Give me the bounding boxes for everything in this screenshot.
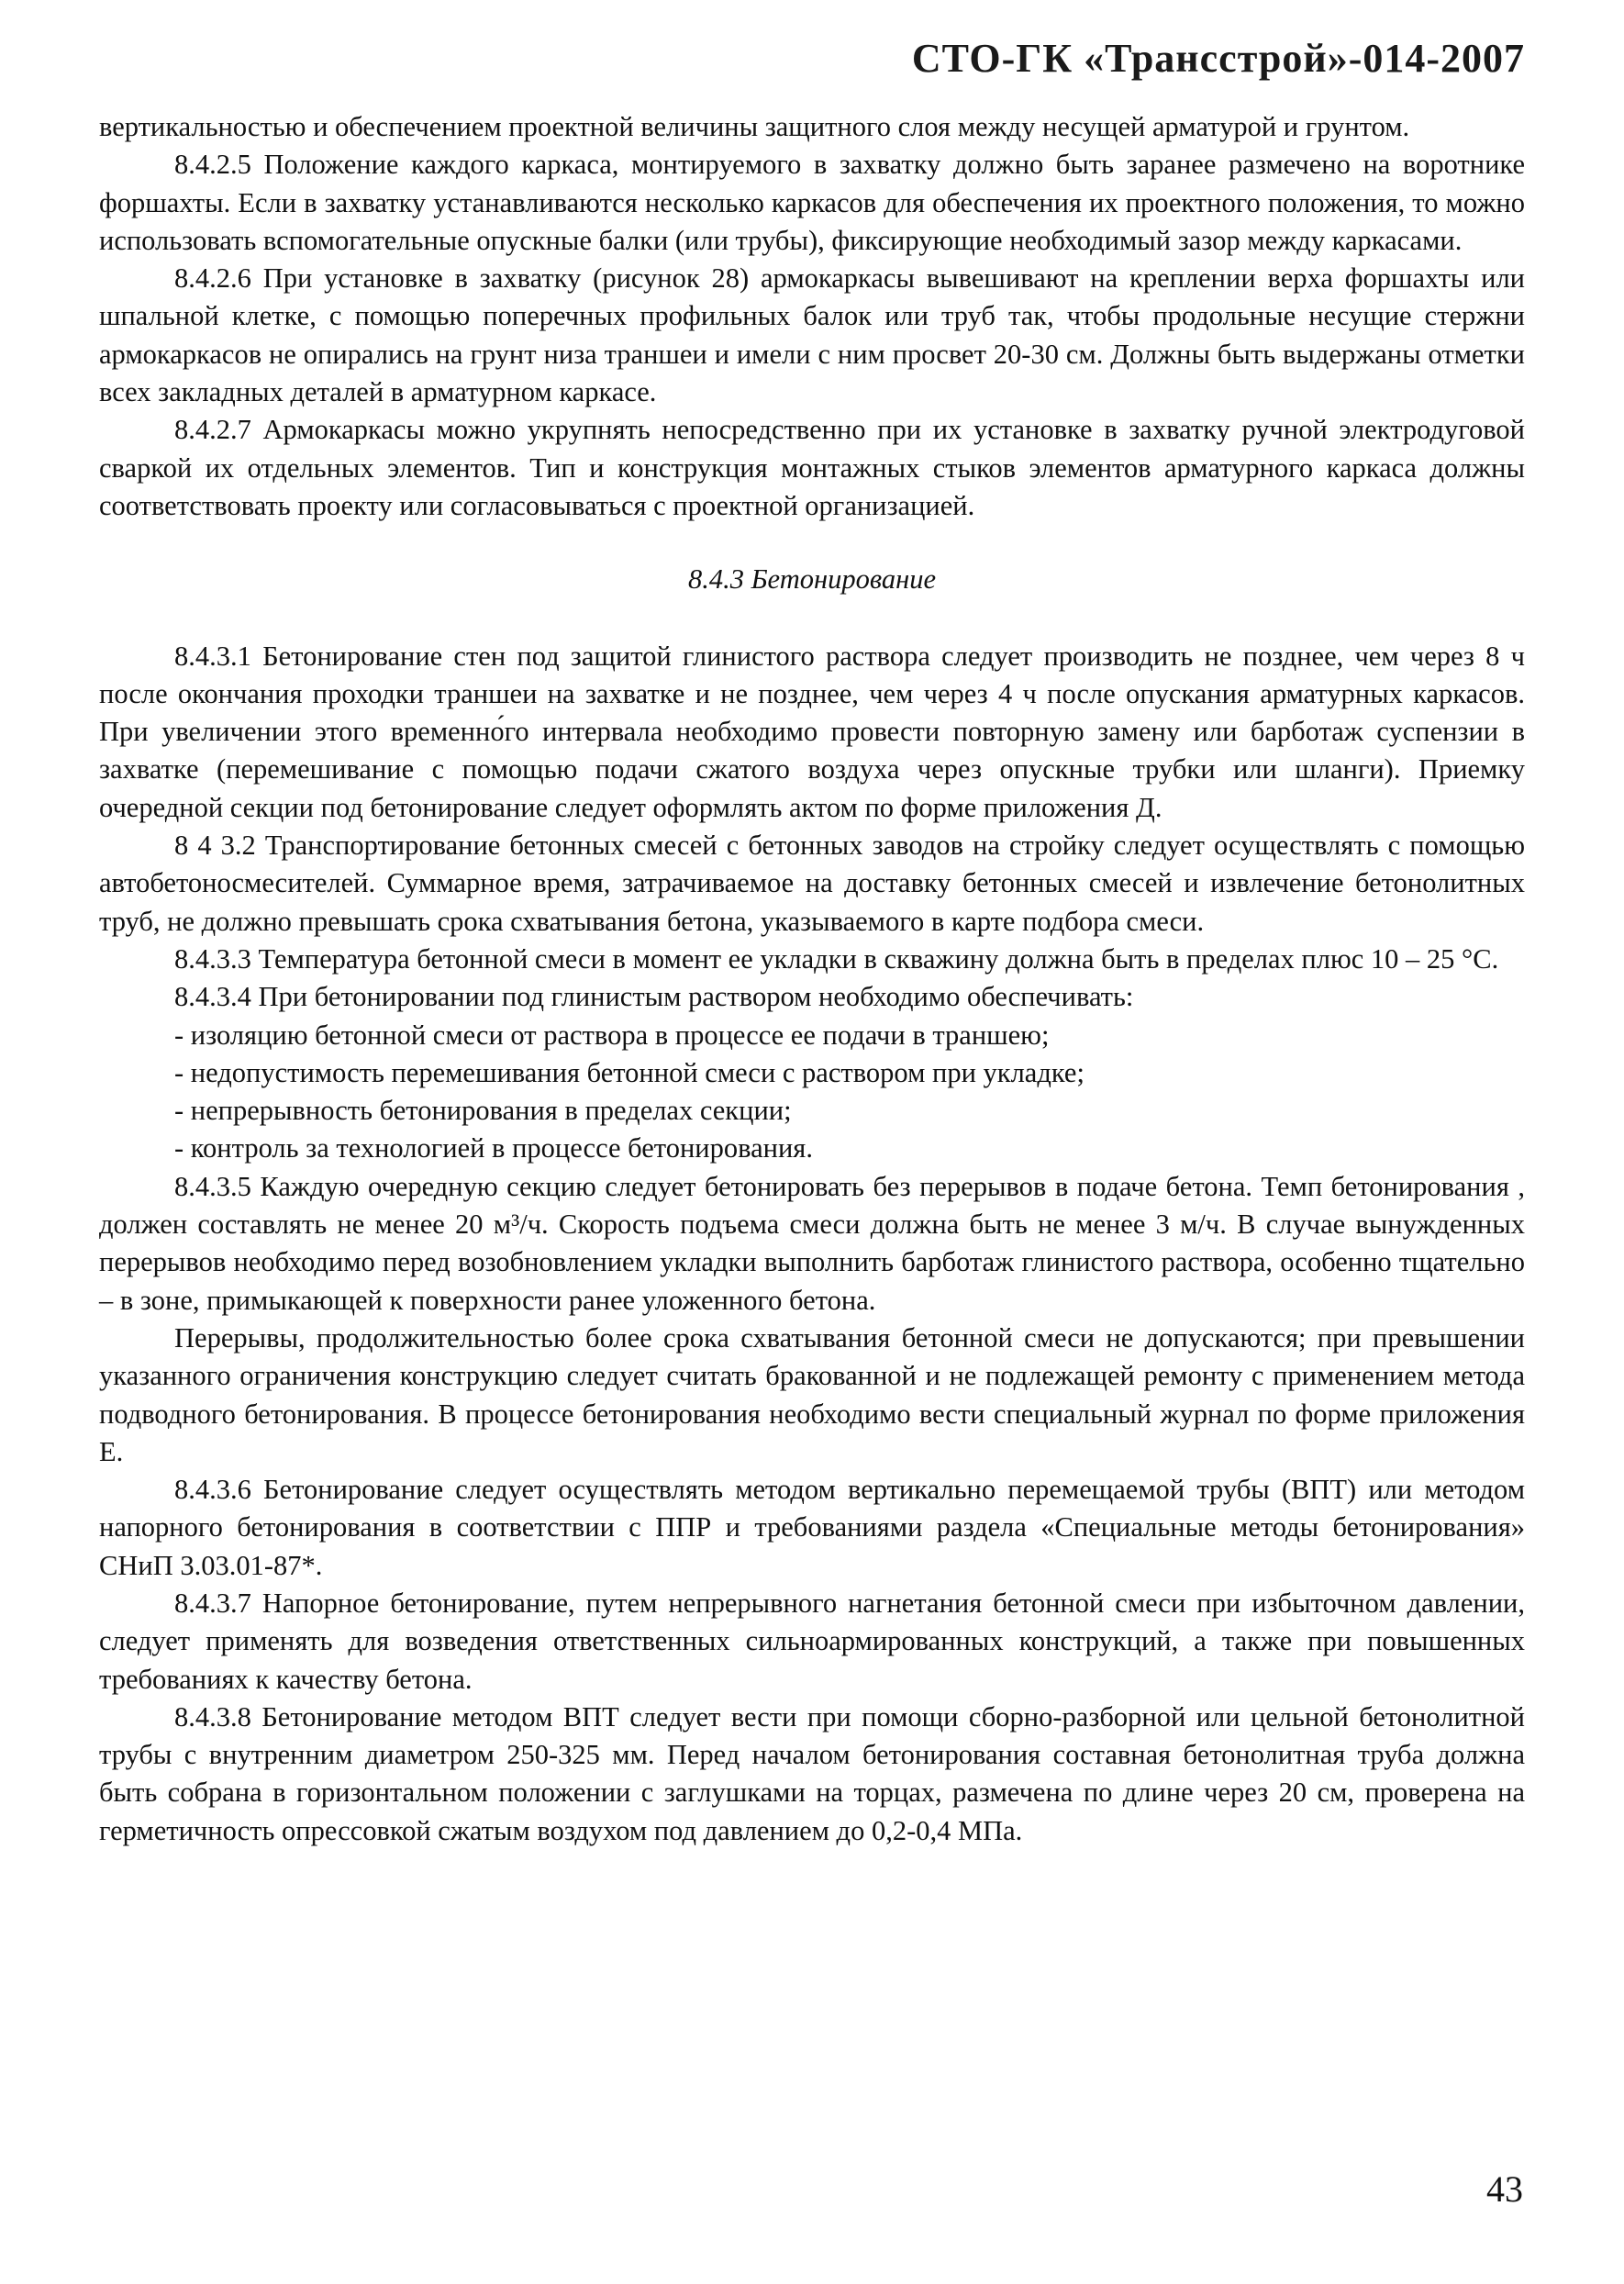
paragraph-8-4-2-7: 8.4.2.7 Армокаркасы можно укрупнять непосредственно при их установке в захватку ручной электродуговой сваркой их отдельных элементов. Тип и конструкция монтажных стыков элементов арматурного каркаса должны соответствовать проекту или согласовываться с проектной организацией. xyxy=(99,414,1525,521)
section-title: 8.4.3 Бетонирование xyxy=(687,563,937,596)
document-body xyxy=(99,108,1525,1850)
paragraph-8-4-3-2: 8 4 3.2 Транспортирование бетонных смесей с бетонных заводов на стройку следует осуществлять с помощью автобетоносмесителей. Суммарное время, затрачиваемое на доставку бетонных смесей и извлечение бетонолитных труб, не должно превышать срока схватывания бетона, указываемого в карте подбора смеси. xyxy=(99,830,1525,937)
paragraph-8-4-3-5: 8.4.3.5 Каждую очередную секцию следует бетонировать без перерывов в подаче бетона. Темп бетонирования , должен составлять не менее 20 м³/ч. Скорость подъема смеси должна быть не менее 3 м/ч. В случае вынужденных перерывов необходимо перед возобновлением укладки выполнить барботаж глинистого раствора, особенно тщательно – в зоне, примыкающей к поверхности ранее уложенного бетона. xyxy=(99,1170,1525,1316)
paragraph-8-4-3-6: 8.4.3.6 Бетонирование следует осуществлять методом вертикально перемещаемой трубы (ВПТ) или методом напорного бетонирования в соответствии с ППР и требованиями раздела «Специальные методы бетонирования» СНиП 3.03.01-87*. xyxy=(99,1474,1525,1581)
list-item: - непрерывность бетонирования в пределах секции; xyxy=(174,1095,792,1127)
list-item: - контроль за технологией в процессе бетонирования. xyxy=(174,1132,813,1164)
paragraph-8-4-2-5: 8.4.2.5 Положение каждого каркаса, монтируемого в захватку должно быть заранее размечено на воротнике форшахты. Если в захватку устанавливаются несколько каркасов для обеспечения их проектного положения, то можно использовать вспомогательные опускные балки (или трубы), фиксирующие необходимый зазор между каркасами. xyxy=(99,149,1525,256)
paragraph-8-4-3-8: 8.4.3.8 Бетонирование методом ВПТ следует вести при помощи сборно-разборной или цельной бетонолитной трубы с внутренним диаметром 250-325 мм. Перед началом бетонирования составная бетонолитная труба должна быть собрана в горизонтальном положении с заглушками на торцах, размечена по длине через 20 см, проверена на герметичность опрессовкой сжатым воздухом под давлением до 0,2-0,4 МПа. xyxy=(99,1700,1525,1846)
paragraph-8-4-3-4: 8.4.3.4 При бетонировании под глинистым раствором необходимо обеспечивать: xyxy=(174,981,1134,1013)
paragraph-8-4-2-6: 8.4.2.6 При установке в захватку (рисунок 28) армокаркасы вывешивают на креплении верха форшахты или шпальной клетке, с помощью поперечных профильных балок или труб так, чтобы продольные несущие стержни армокаркасов не опирались на грунт низа траншеи и имели с ним просвет 20-30 см. Должны быть выдержаны отметки всех закладных деталей в арматурном каркасе. xyxy=(99,262,1525,408)
page-number: 43 xyxy=(1486,2168,1523,2210)
paragraph-interruptions: Перерывы, продолжительностью более срока схватывания бетонной смеси не допускаются; при превышении указанного ограничения конструкцию следует считать бракованной и не подлежащей ремонту с применением метода подводного бетонирования. В процессе бетонирования необходимо вести специальный журнал по форме приложения Е. xyxy=(99,1321,1525,1467)
paragraph-8-4-3-1: 8.4.3.1 Бетонирование стен под защитой глинистого раствора следует производить не позднее, чем через 8 ч после окончания проходки траншеи на захватке и не позднее, чем через 4 ч после опускания арматурных каркасов. При увеличении этого временно́го интервала необходимо провести повторную замену или барботаж суспензии в захватке (перемешивание с помощью подачи сжатого воздуха через опускные трубки или шланги). Приемку очередной секции под бетонирование следует оформлять актом по форме приложения Д. xyxy=(99,640,1525,823)
paragraph-8-4-3-3: 8.4.3.3 Температура бетонной смеси в момент ее укладки в скважину должна быть в пределах плюс 10 – 25 °С. xyxy=(174,942,1499,975)
document-code-header: СТО-ГК «Трансстрой»-014-2007 xyxy=(911,36,1525,81)
paragraph-8-4-3-7: 8.4.3.7 Напорное бетонирование, путем непрерывного нагнетания бетонной смеси при избыточном давлении, следует применять для возведения ответственных сильноармированных конструкций, а также при повышенных требованиях к качеству бетона. xyxy=(99,1587,1525,1695)
list-item: - изоляцию бетонной смеси от раствора в процессе ее подачи в траншею; xyxy=(174,1019,1050,1051)
list-item: - недопустимость перемешивания бетонной смеси с раствором при укладке; xyxy=(174,1056,1085,1088)
paragraph-continuation: вертикальностью и обеспечением проектной величины защитного слоя между несущей арматурой и грунтом. xyxy=(99,111,1410,142)
